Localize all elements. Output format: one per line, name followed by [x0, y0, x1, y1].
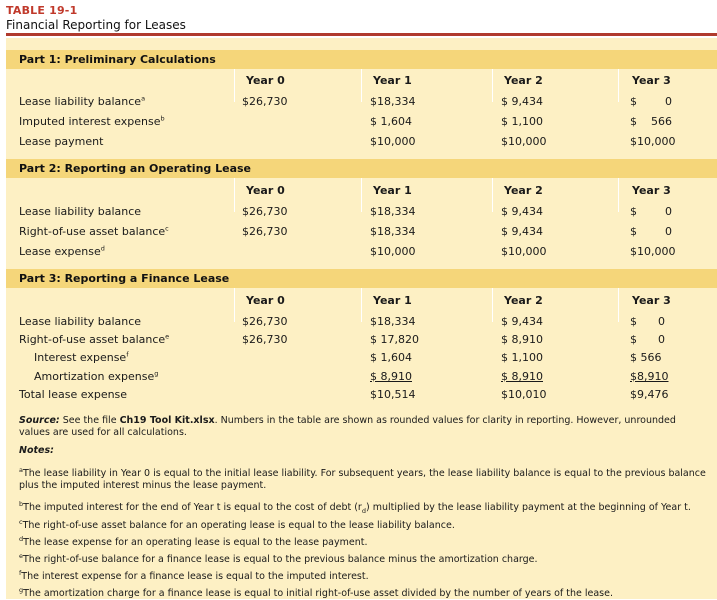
- table-cell: $ 8,910: [370, 370, 412, 383]
- table-cell: $ 9,434: [501, 315, 543, 328]
- part3-heading: Part 3: Reporting a Finance Lease: [19, 272, 230, 285]
- table-header: [6, 4, 186, 32]
- table-cell: $26,730: [242, 225, 288, 238]
- table-cell: $26,730: [242, 95, 288, 108]
- table-cell: $18,334: [370, 225, 416, 238]
- part3-year2: Year 2: [504, 294, 543, 307]
- table-cell: $ 8,910: [501, 370, 543, 383]
- table-cell: $ 1,100: [501, 115, 543, 128]
- header-rule: [6, 33, 717, 36]
- part2-row-label: Right-of-use asset balance$^c$: [19, 224, 169, 238]
- table-cell: $ 0: [630, 225, 672, 238]
- table-cell: $ 0: [630, 205, 672, 218]
- part1-year0: Year 0: [246, 74, 285, 87]
- part2-year1: Year 1: [373, 184, 412, 197]
- table-cell: $18,334: [370, 315, 416, 328]
- part2-year0: Year 0: [246, 184, 285, 197]
- part3-row-label: Interest expense$^f$: [34, 350, 129, 364]
- table-cell: $ 17,820: [370, 333, 419, 346]
- part2-row-label: Lease liability balance: [19, 205, 142, 218]
- table-title: Financial Reporting for Leases: [6, 18, 186, 32]
- table-cell: $10,000: [370, 245, 416, 258]
- part2-year3: Year 3: [632, 184, 671, 197]
- column-divider: [361, 178, 362, 212]
- note-item: $^a$The lease liability in Year 0 is equal to the initial lease liability. For subsequent years, the lease liability balance is equal to the previous balance plus the imputed interest minus the lease payment.: [19, 466, 706, 492]
- table-cell: $ 8,910: [501, 333, 543, 346]
- part3-year1: Year 1: [373, 294, 412, 307]
- table-cell: $26,730: [242, 205, 288, 218]
- table-cell: $18,334: [370, 205, 416, 218]
- table-cell: $10,514: [370, 388, 416, 401]
- part1-row-label: Lease liability balance$^a$: [19, 94, 146, 108]
- note-item: $^f$The interest expense for a finance lease is equal to the imputed interest.: [19, 569, 369, 583]
- part2-heading-bar: [6, 159, 717, 178]
- column-divider: [492, 68, 493, 102]
- source-note: Source: See the file Ch19 Tool Kit.xlsx. Numbers in the table are shown as rounded values for clarity in reporting. However, unrounded values are used for all calculations.: [19, 415, 676, 438]
- note-item: $^g$The amortization charge for a finance lease is equal to initial right-of-use asset divided by the number of years of the lease.: [19, 586, 613, 600]
- table-cell: $10,000: [501, 135, 547, 148]
- part1-row-label: Imputed interest expense$^b$: [19, 114, 165, 128]
- column-divider: [618, 288, 619, 322]
- table-cell: $ 566: [630, 351, 662, 364]
- table-cell: $26,730: [242, 333, 288, 346]
- table-cell: $ 9,434: [501, 95, 543, 108]
- table-cell: $26,730: [242, 315, 288, 328]
- part1-row-label: Lease payment: [19, 135, 104, 148]
- table-cell: $ 0: [630, 95, 672, 108]
- table-body: [6, 38, 717, 599]
- column-divider: [492, 288, 493, 322]
- table-cell: $ 9,434: [501, 225, 543, 238]
- table-cell: $ 566: [630, 115, 672, 128]
- part2-row-label: Lease expense$^d$: [19, 244, 105, 258]
- column-divider: [361, 68, 362, 102]
- column-divider: [361, 288, 362, 322]
- part3-heading-bar: [6, 269, 717, 288]
- part1-heading: Part 1: Preliminary Calculations: [19, 53, 216, 66]
- note-item: $^c$The right-of-use asset balance for an operating lease is equal to the lease liability balance.: [19, 518, 455, 532]
- column-divider: [234, 68, 235, 102]
- part1-year3: Year 3: [632, 74, 671, 87]
- part3-year0: Year 0: [246, 294, 285, 307]
- table-cell: $ 9,434: [501, 205, 543, 218]
- note-item: $^e$The right-of-use balance for a finance lease is equal to the previous balance minus the amortization charge.: [19, 552, 538, 566]
- column-divider: [618, 178, 619, 212]
- part3-row-label: Right-of-use asset balance$^e$: [19, 332, 170, 346]
- table-cell: $10,010: [501, 388, 547, 401]
- notes-heading: Notes:: [19, 445, 54, 456]
- table-cell: $8,910: [630, 370, 669, 383]
- column-divider: [234, 178, 235, 212]
- part1-heading-bar: [6, 50, 717, 69]
- table-cell: $10,000: [630, 245, 676, 258]
- table-cell: $ 1,100: [501, 351, 543, 364]
- column-divider: [234, 288, 235, 322]
- table-cell: $10,000: [501, 245, 547, 258]
- part1-year2: Year 2: [504, 74, 543, 87]
- part1-year1: Year 1: [373, 74, 412, 87]
- table-cell: $10,000: [370, 135, 416, 148]
- table-cell: $9,476: [630, 388, 669, 401]
- column-divider: [492, 178, 493, 212]
- part3-row-label: Amortization expense$^g$: [34, 369, 159, 383]
- part3-year3: Year 3: [632, 294, 671, 307]
- part3-row-label: Total lease expense: [19, 388, 128, 401]
- note-item: $^b$The imputed interest for the end of Year t is equal to the cost of debt $(r_d)$ multiplied by the lease liability payment at the beginning of Year t.: [19, 500, 691, 516]
- table-cell: $ 1,604: [370, 351, 412, 364]
- table-cell: $18,334: [370, 95, 416, 108]
- part2-year2: Year 2: [504, 184, 543, 197]
- table-cell: $ 1,604: [370, 115, 412, 128]
- table-number: TABLE 19-1: [6, 4, 78, 17]
- part2-heading: Part 2: Reporting an Operating Lease: [19, 162, 252, 175]
- table-cell: $ 0: [630, 315, 665, 328]
- table-cell: $10,000: [630, 135, 676, 148]
- note-item: $^d$The lease expense for an operating lease is equal to the lease payment.: [19, 535, 368, 549]
- column-divider: [618, 68, 619, 102]
- part3-row-label: Lease liability balance: [19, 315, 142, 328]
- table-cell: $ 0: [630, 333, 665, 346]
